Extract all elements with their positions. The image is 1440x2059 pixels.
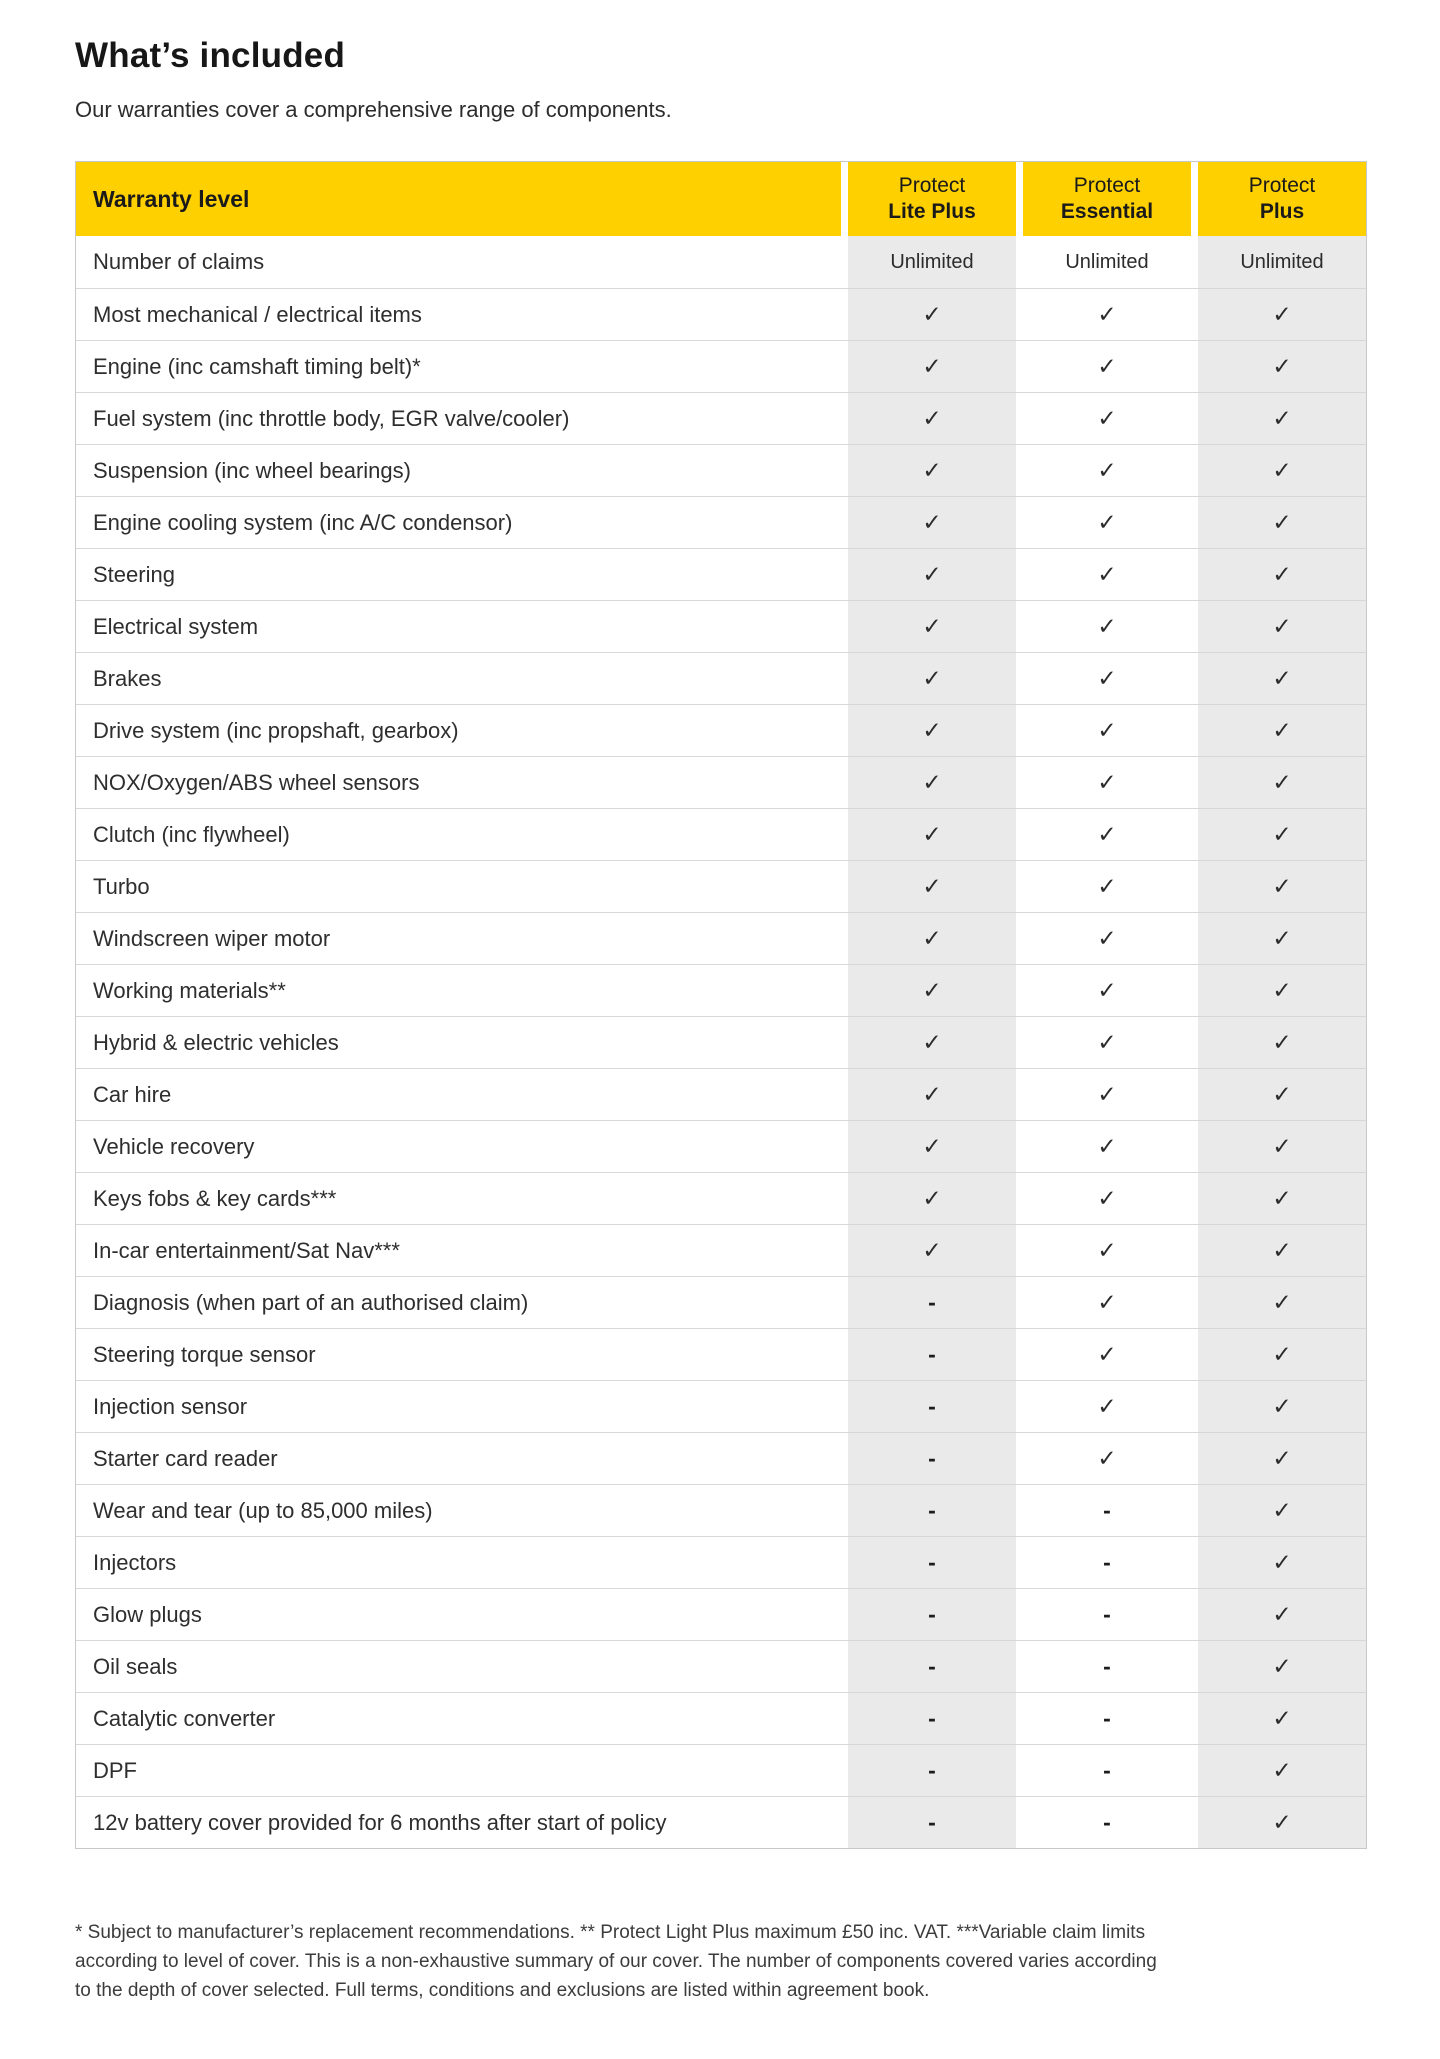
- value-cell: [1191, 549, 1366, 600]
- value-cell: [841, 1693, 1016, 1744]
- check-icon: ✓: [1272, 1445, 1292, 1471]
- check-icon: ✓: [922, 717, 942, 743]
- plan-name-line2: Lite Plus: [888, 200, 976, 223]
- value-cell: [1016, 601, 1191, 652]
- check-icon: ✓: [1272, 925, 1292, 951]
- value-cell: [1016, 1485, 1191, 1536]
- value-cell: [841, 1797, 1016, 1848]
- value-cell: [1191, 601, 1366, 652]
- dash-icon: -: [1103, 1601, 1111, 1627]
- value-cell: [1191, 1381, 1366, 1432]
- value-cell: [841, 861, 1016, 912]
- value-cell: [1191, 497, 1366, 548]
- row-label: Engine cooling system (inc A/C condensor): [76, 497, 841, 548]
- claims-value: Unlimited: [1240, 250, 1324, 273]
- value-cell: [1016, 1329, 1191, 1380]
- check-icon: ✓: [1097, 821, 1117, 847]
- check-icon: ✓: [1272, 1237, 1292, 1263]
- check-icon: ✓: [1097, 769, 1117, 795]
- value-cell: [1191, 1589, 1366, 1640]
- check-icon: ✓: [1272, 873, 1292, 899]
- table-row: [76, 288, 1366, 340]
- table-row: [76, 1640, 1366, 1692]
- table-row: [76, 340, 1366, 392]
- table-row: [76, 548, 1366, 600]
- value-cell: [841, 1485, 1016, 1536]
- check-icon: ✓: [1272, 1081, 1292, 1107]
- check-icon: ✓: [922, 665, 942, 691]
- check-icon: ✓: [1097, 1237, 1117, 1263]
- value-cell: [1016, 1745, 1191, 1796]
- value-cell: [1191, 1433, 1366, 1484]
- table-row: [76, 1172, 1366, 1224]
- row-label: Fuel system (inc throttle body, EGR valve/cooler): [76, 393, 841, 444]
- row-label: Brakes: [76, 653, 841, 704]
- value-cell: [1016, 913, 1191, 964]
- dash-icon: -: [928, 1601, 936, 1627]
- value-cell: [1191, 1693, 1366, 1744]
- check-icon: ✓: [1272, 821, 1292, 847]
- value-cell: [841, 445, 1016, 496]
- dash-icon: -: [1103, 1705, 1111, 1731]
- value-cell: [1016, 1641, 1191, 1692]
- value-cell: [1191, 289, 1366, 340]
- table-row: [76, 860, 1366, 912]
- value-cell: [841, 1745, 1016, 1796]
- check-icon: ✓: [1097, 1081, 1117, 1107]
- value-cell: [1016, 809, 1191, 860]
- row-label: Drive system (inc propshaft, gearbox): [76, 705, 841, 756]
- table-row: [76, 652, 1366, 704]
- check-icon: ✓: [1272, 1393, 1292, 1419]
- column-header-protect-essential: [1016, 162, 1191, 236]
- check-icon: ✓: [1272, 1653, 1292, 1679]
- row-label: 12v battery cover provided for 6 months after start of policy: [76, 1797, 841, 1848]
- value-cell: [1191, 1069, 1366, 1120]
- table-row: [76, 1068, 1366, 1120]
- column-header-protect-plus: [1191, 162, 1366, 236]
- dash-icon: -: [928, 1341, 936, 1367]
- value-cell: [1191, 757, 1366, 808]
- table-row: [76, 1380, 1366, 1432]
- check-icon: ✓: [1272, 1601, 1292, 1627]
- table-row: [76, 1016, 1366, 1068]
- value-cell: [1016, 341, 1191, 392]
- row-label: Engine (inc camshaft timing belt)*: [76, 341, 841, 392]
- value-cell: [841, 1381, 1016, 1432]
- dash-icon: -: [928, 1653, 936, 1679]
- table-row: [76, 1744, 1366, 1796]
- value-cell: [841, 913, 1016, 964]
- table-header-row: [76, 162, 1366, 236]
- dash-icon: -: [928, 1705, 936, 1731]
- value-cell: [841, 341, 1016, 392]
- table-row: [76, 704, 1366, 756]
- check-icon: ✓: [1272, 561, 1292, 587]
- value-cell: [1016, 549, 1191, 600]
- check-icon: ✓: [1272, 1185, 1292, 1211]
- row-label: Keys fobs & key cards***: [76, 1173, 841, 1224]
- row-label: Oil seals: [76, 1641, 841, 1692]
- row-label: Most mechanical / electrical items: [76, 289, 841, 340]
- check-icon: ✓: [922, 977, 942, 1003]
- row-label: Diagnosis (when part of an authorised claim): [76, 1277, 841, 1328]
- dash-icon: -: [928, 1549, 936, 1575]
- value-cell: [841, 1537, 1016, 1588]
- value-cell: [1016, 653, 1191, 704]
- value-cell: [841, 809, 1016, 860]
- row-label: Clutch (inc flywheel): [76, 809, 841, 860]
- value-cell: [1191, 1485, 1366, 1536]
- row-label: Wear and tear (up to 85,000 miles): [76, 1485, 841, 1536]
- value-cell: [841, 1433, 1016, 1484]
- value-cell: [841, 601, 1016, 652]
- check-icon: ✓: [922, 1081, 942, 1107]
- table-row: [76, 496, 1366, 548]
- warranty-level-header: Warranty level: [76, 162, 841, 236]
- table-row: [76, 808, 1366, 860]
- check-icon: ✓: [922, 1029, 942, 1055]
- dash-icon: -: [928, 1757, 936, 1783]
- value-cell: [841, 1641, 1016, 1692]
- value-cell: [1016, 861, 1191, 912]
- table-row: [76, 1588, 1366, 1640]
- dash-icon: -: [1103, 1757, 1111, 1783]
- value-cell: [1016, 965, 1191, 1016]
- table-body: [76, 236, 1366, 1848]
- value-cell: [841, 549, 1016, 600]
- value-cell: [841, 1017, 1016, 1068]
- check-icon: ✓: [1097, 301, 1117, 327]
- check-icon: ✓: [922, 613, 942, 639]
- check-icon: ✓: [1097, 1185, 1117, 1211]
- value-cell: [1191, 393, 1366, 444]
- check-icon: ✓: [1097, 925, 1117, 951]
- row-label: Glow plugs: [76, 1589, 841, 1640]
- claims-value: Unlimited: [890, 250, 974, 273]
- check-icon: ✓: [1272, 405, 1292, 431]
- check-icon: ✓: [1097, 873, 1117, 899]
- dash-icon: -: [1103, 1809, 1111, 1835]
- check-icon: ✓: [922, 457, 942, 483]
- row-label: Electrical system: [76, 601, 841, 652]
- footnote-line: to the depth of cover selected. Full terms, conditions and exclusions are listed within agreement book.: [75, 1980, 930, 2001]
- row-label: Starter card reader: [76, 1433, 841, 1484]
- check-icon: ✓: [1097, 561, 1117, 587]
- value-cell: [1191, 1797, 1366, 1848]
- value-cell: [841, 757, 1016, 808]
- plan-name-line1: Protect: [1073, 174, 1141, 197]
- check-icon: ✓: [922, 405, 942, 431]
- value-cell: [1191, 965, 1366, 1016]
- value-cell: [1016, 236, 1191, 288]
- check-icon: ✓: [1097, 1341, 1117, 1367]
- check-icon: ✓: [1097, 509, 1117, 535]
- value-cell: [1191, 809, 1366, 860]
- value-cell: [1191, 861, 1366, 912]
- value-cell: [1191, 1537, 1366, 1588]
- dash-icon: -: [1103, 1497, 1111, 1523]
- check-icon: ✓: [1097, 405, 1117, 431]
- value-cell: [1191, 1745, 1366, 1796]
- check-icon: ✓: [1272, 1757, 1292, 1783]
- value-cell: [1016, 1277, 1191, 1328]
- footnote-line: according to level of cover. This is a non-exhaustive summary of our cover. The number of components covered varies according: [75, 1951, 1157, 1972]
- check-icon: ✓: [922, 925, 942, 951]
- value-cell: [1016, 393, 1191, 444]
- check-icon: ✓: [1097, 717, 1117, 743]
- value-cell: [841, 1225, 1016, 1276]
- row-label: DPF: [76, 1745, 841, 1796]
- value-cell: [841, 497, 1016, 548]
- check-icon: ✓: [1272, 1289, 1292, 1315]
- table-row: [76, 600, 1366, 652]
- value-cell: [1191, 1225, 1366, 1276]
- dash-icon: -: [928, 1289, 936, 1315]
- table-row: [76, 444, 1366, 496]
- row-label: Number of claims: [76, 236, 841, 288]
- value-cell: [1191, 1277, 1366, 1328]
- footnote-line: * Subject to manufacturer’s replacement recommendations. ** Protect Light Plus maximum £50 inc. VAT. ***Variable claim limits: [75, 1922, 1146, 1943]
- dash-icon: -: [1103, 1549, 1111, 1575]
- value-cell: [1016, 1537, 1191, 1588]
- value-cell: [1016, 1121, 1191, 1172]
- check-icon: ✓: [1272, 1809, 1292, 1835]
- check-icon: ✓: [1272, 1133, 1292, 1159]
- value-cell: [841, 1069, 1016, 1120]
- check-icon: ✓: [922, 873, 942, 899]
- dash-icon: -: [928, 1393, 936, 1419]
- table-row: [76, 1224, 1366, 1276]
- check-icon: ✓: [1097, 1133, 1117, 1159]
- check-icon: ✓: [1097, 1393, 1117, 1419]
- plan-name-line2: Plus: [1259, 200, 1305, 223]
- value-cell: [1191, 341, 1366, 392]
- row-label: Vehicle recovery: [76, 1121, 841, 1172]
- value-cell: [1016, 1173, 1191, 1224]
- check-icon: ✓: [922, 769, 942, 795]
- table-row: [76, 1796, 1366, 1848]
- table-row: [76, 236, 1366, 288]
- row-label: Steering: [76, 549, 841, 600]
- plan-name-line2: Essential: [1060, 200, 1154, 223]
- table-row: [76, 1432, 1366, 1484]
- plan-name-line1: Protect: [898, 174, 966, 197]
- value-cell: [1016, 757, 1191, 808]
- warranty-comparison-table: [75, 161, 1367, 1849]
- row-label: Windscreen wiper motor: [76, 913, 841, 964]
- value-cell: [1016, 1381, 1191, 1432]
- dash-icon: -: [928, 1445, 936, 1471]
- table-row: [76, 1328, 1366, 1380]
- value-cell: [1191, 705, 1366, 756]
- check-icon: ✓: [1272, 1497, 1292, 1523]
- value-cell: [1191, 1641, 1366, 1692]
- value-cell: [1016, 705, 1191, 756]
- table-row: [76, 1692, 1366, 1744]
- value-cell: [1016, 289, 1191, 340]
- value-cell: [841, 289, 1016, 340]
- value-cell: [1191, 1173, 1366, 1224]
- value-cell: [1016, 1693, 1191, 1744]
- check-icon: ✓: [922, 509, 942, 535]
- value-cell: [1191, 445, 1366, 496]
- check-icon: ✓: [1097, 977, 1117, 1003]
- table-row: [76, 756, 1366, 808]
- check-icon: ✓: [922, 561, 942, 587]
- check-icon: ✓: [1272, 457, 1292, 483]
- value-cell: [1016, 497, 1191, 548]
- check-icon: ✓: [1097, 1289, 1117, 1315]
- row-label: Injectors: [76, 1537, 841, 1588]
- value-cell: [841, 1589, 1016, 1640]
- table-row: [76, 1276, 1366, 1328]
- check-icon: ✓: [1097, 613, 1117, 639]
- row-label: Hybrid & electric vehicles: [76, 1017, 841, 1068]
- footnote: [75, 1918, 1395, 2005]
- value-cell: [1016, 1017, 1191, 1068]
- check-icon: ✓: [922, 1185, 942, 1211]
- value-cell: [1016, 1069, 1191, 1120]
- value-cell: [841, 1277, 1016, 1328]
- check-icon: ✓: [1272, 1705, 1292, 1731]
- table-row: [76, 392, 1366, 444]
- value-cell: [1191, 1121, 1366, 1172]
- dash-icon: -: [928, 1809, 936, 1835]
- value-cell: [1191, 913, 1366, 964]
- check-icon: ✓: [922, 821, 942, 847]
- value-cell: [841, 1121, 1016, 1172]
- value-cell: [841, 705, 1016, 756]
- row-label: Turbo: [76, 861, 841, 912]
- value-cell: [841, 236, 1016, 288]
- check-icon: ✓: [922, 1237, 942, 1263]
- value-cell: [1191, 1329, 1366, 1380]
- check-icon: ✓: [1272, 509, 1292, 535]
- value-cell: [1016, 1225, 1191, 1276]
- row-label: In-car entertainment/Sat Nav***: [76, 1225, 841, 1276]
- check-icon: ✓: [1097, 353, 1117, 379]
- value-cell: [1191, 1017, 1366, 1068]
- table-row: [76, 964, 1366, 1016]
- value-cell: [1016, 1797, 1191, 1848]
- value-cell: [1191, 236, 1366, 288]
- value-cell: [1016, 1433, 1191, 1484]
- table-row: [76, 1536, 1366, 1588]
- table-row: [76, 912, 1366, 964]
- dash-icon: -: [1103, 1653, 1111, 1679]
- check-icon: ✓: [922, 1133, 942, 1159]
- page-title: What’s included: [75, 36, 346, 75]
- value-cell: [1016, 1589, 1191, 1640]
- row-label: Injection sensor: [76, 1381, 841, 1432]
- check-icon: ✓: [1272, 769, 1292, 795]
- dash-icon: -: [928, 1497, 936, 1523]
- value-cell: [1016, 445, 1191, 496]
- value-cell: [841, 1329, 1016, 1380]
- check-icon: ✓: [1272, 1341, 1292, 1367]
- value-cell: [841, 1173, 1016, 1224]
- check-icon: ✓: [1272, 1549, 1292, 1575]
- check-icon: ✓: [1097, 1029, 1117, 1055]
- check-icon: ✓: [1272, 613, 1292, 639]
- check-icon: ✓: [1272, 717, 1292, 743]
- row-label: Working materials**: [76, 965, 841, 1016]
- check-icon: ✓: [1272, 1029, 1292, 1055]
- check-icon: ✓: [1097, 457, 1117, 483]
- value-cell: [841, 965, 1016, 1016]
- check-icon: ✓: [1097, 665, 1117, 691]
- plan-name-line1: Protect: [1248, 174, 1316, 197]
- check-icon: ✓: [1272, 665, 1292, 691]
- table-row: [76, 1120, 1366, 1172]
- value-cell: [1191, 653, 1366, 704]
- row-label: Catalytic converter: [76, 1693, 841, 1744]
- check-icon: ✓: [1272, 977, 1292, 1003]
- row-label: Car hire: [76, 1069, 841, 1120]
- check-icon: ✓: [922, 353, 942, 379]
- check-icon: ✓: [922, 301, 942, 327]
- value-cell: [841, 653, 1016, 704]
- check-icon: ✓: [1097, 1445, 1117, 1471]
- row-label: NOX/Oxygen/ABS wheel sensors: [76, 757, 841, 808]
- page-subtitle: Our warranties cover a comprehensive range of components.: [75, 97, 672, 122]
- claims-value: Unlimited: [1065, 250, 1149, 273]
- row-label: Steering torque sensor: [76, 1329, 841, 1380]
- row-label: Suspension (inc wheel bearings): [76, 445, 841, 496]
- column-header-protect-lite-plus: [841, 162, 1016, 236]
- value-cell: [841, 393, 1016, 444]
- check-icon: ✓: [1272, 353, 1292, 379]
- table-row: [76, 1484, 1366, 1536]
- check-icon: ✓: [1272, 301, 1292, 327]
